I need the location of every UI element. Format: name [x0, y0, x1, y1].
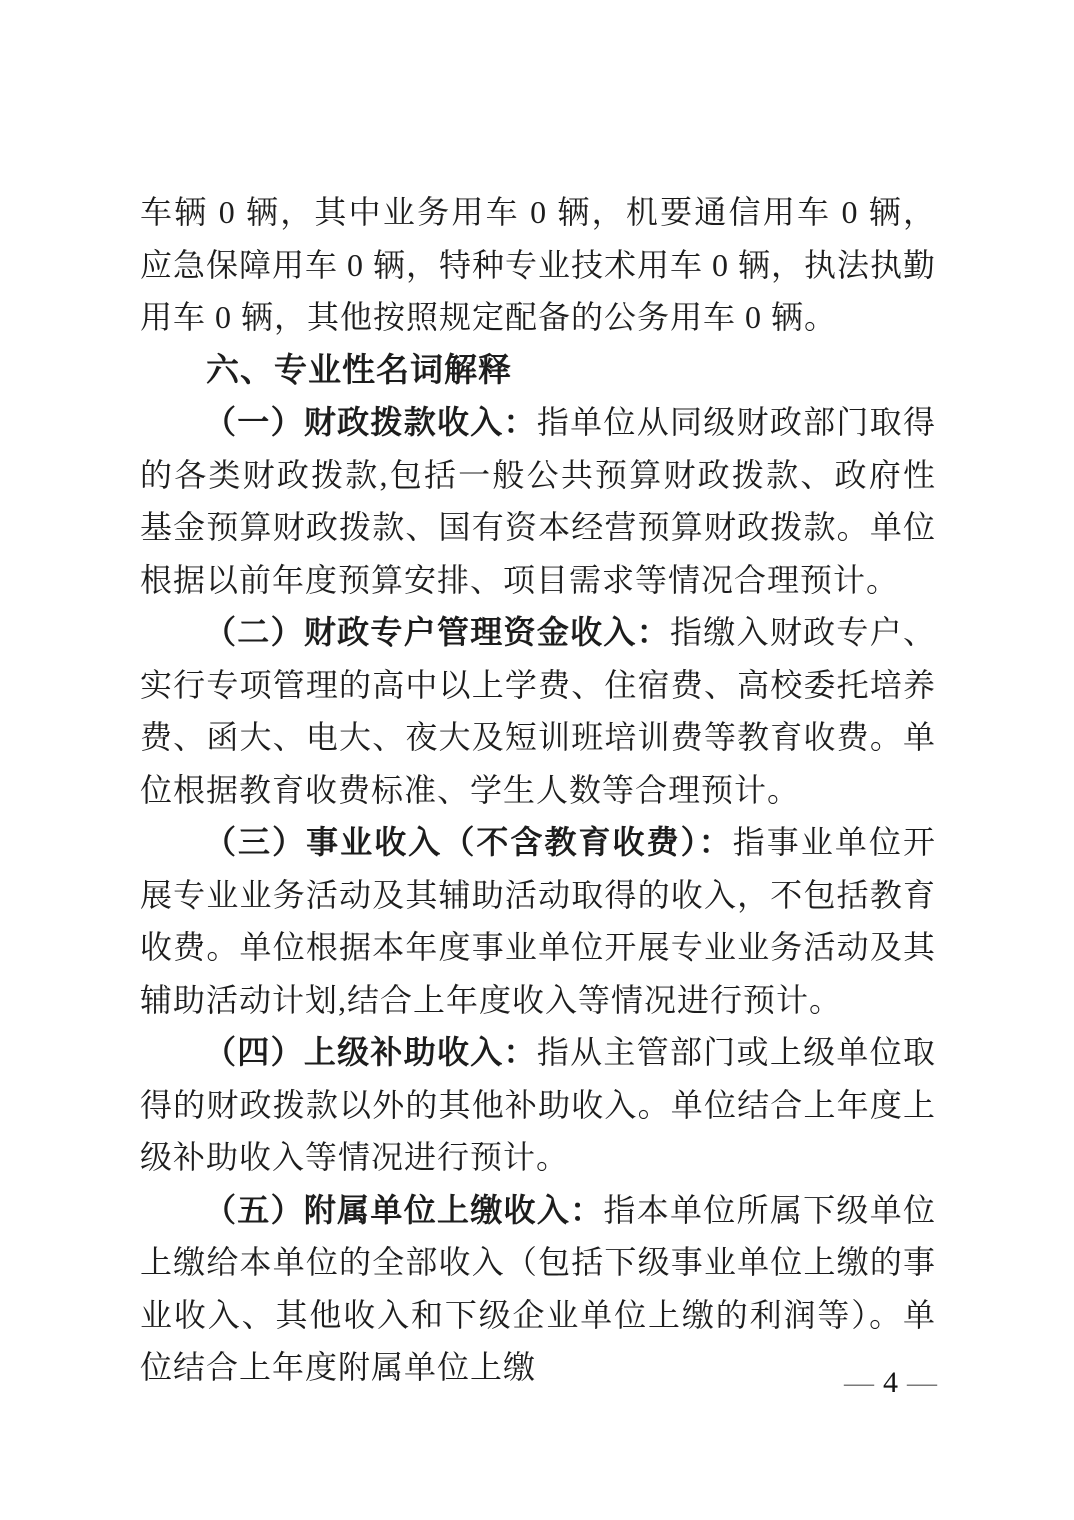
continuation-paragraph: 车辆 0 辆，其中业务用车 0 辆，机要通信用车 0 辆，应急保障用车 0 辆，特种专业技术用车 0 辆，执法执勤用车 0 辆，其他按照规定配备的公务用车 0 辆。 [140, 194, 937, 335]
definition-term: （四）上级补助收入： [204, 1034, 537, 1070]
definition-term: （一）财政拨款收入： [204, 404, 537, 440]
definition-paragraph [140, 606, 936, 816]
definition-term: （二）财政专户管理资金收入： [204, 614, 670, 650]
definition-text: 指事业单位开展专业业务活动及其辅助活动取得的收入，不包括教育收费。单位根据本年度事业单位开展专业业务活动及其辅助活动计划,结合上年度收入等情况进行预计。 [140, 824, 936, 1018]
definition-paragraph [140, 396, 936, 606]
footer-dash-left: — [844, 1366, 875, 1399]
definition-text: 指从主管部门或上级单位取得的财政拨款以外的其他补助收入。单位结合上年度上级补助收入等情况进行预计。 [140, 1034, 936, 1175]
definition-term: （三）事业收入（不含教育收费）： [204, 824, 733, 860]
definition-paragraph [140, 1026, 936, 1184]
document-body [140, 186, 936, 1394]
section-heading: 六、专业性名词解释 [206, 350, 512, 388]
definition-paragraph [140, 816, 936, 1026]
page-footer [844, 1366, 938, 1400]
page-number: 4 [883, 1366, 899, 1399]
definition-paragraph [140, 1184, 936, 1394]
definition-text: 指本单位所属下级单位上缴给本单位的全部收入（包括下级事业单位上缴的事业收入、其他收入和下级企业单位上缴的利润等）。单位结合上年度附属单位上缴 [140, 1191, 936, 1385]
footer-dash-right: — [907, 1366, 938, 1399]
definition-term: （五）附属单位上缴收入： [204, 1191, 604, 1228]
definition-text: 指单位从同级财政部门取得的各类财政拨款,包括一般公共预算财政拨款、政府性基金预算财政拨款、国有资本经营预算财政拨款。单位根据以前年度预算安排、项目需求等情况合理预计。 [140, 404, 936, 598]
definition-text: 指缴入财政专户、实行专项管理的高中以上学费、住宿费、高校委托培养费、函大、电大、夜大及短训班培训费等教育收费。单位根据教育收费标准、学生人数等合理预计。 [140, 614, 936, 808]
